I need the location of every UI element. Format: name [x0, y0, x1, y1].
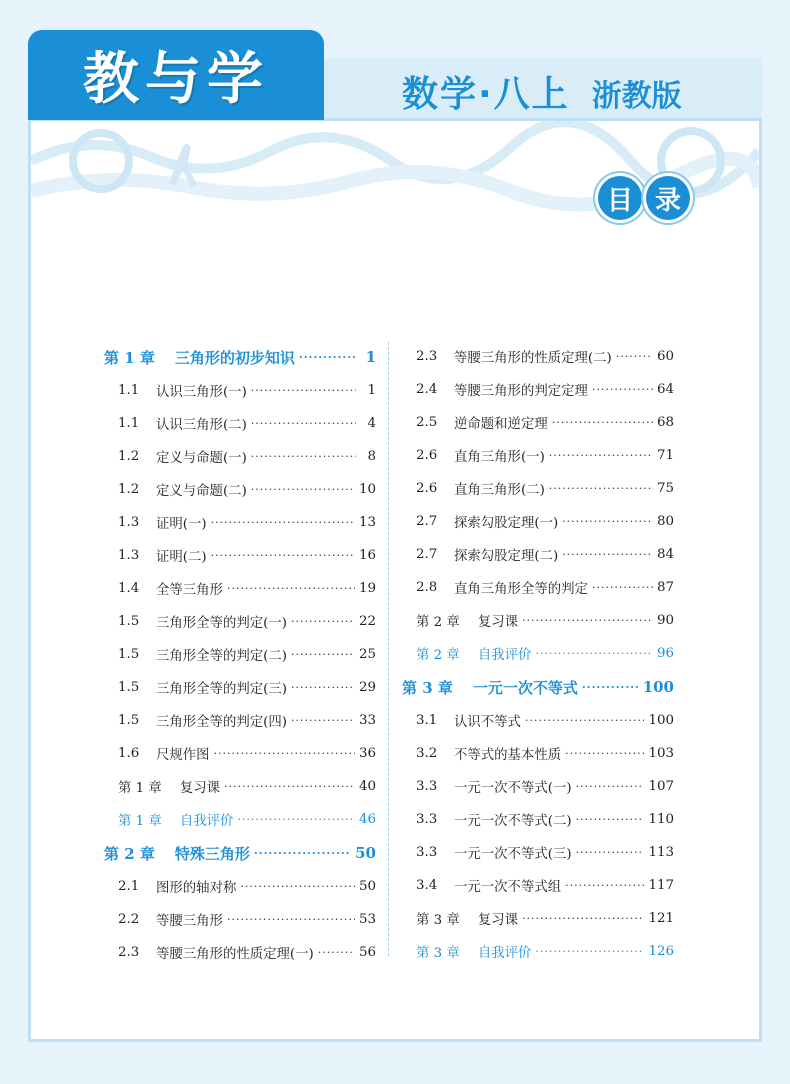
toc-entry-title: 全等三角形 [156, 583, 223, 598]
toc-entry-section[interactable] [402, 803, 674, 836]
toc-entry-chapter[interactable] [104, 836, 376, 870]
toc-entry-title: 复习课 [477, 615, 518, 630]
toc-entry-title: 等腰三角形的判定定理 [454, 384, 588, 399]
toc-entry-section[interactable] [402, 704, 674, 737]
toc-entry-section[interactable] [104, 704, 376, 737]
toc-entry-number: 1.6 [118, 746, 140, 761]
toc-entry-section[interactable] [402, 869, 674, 902]
toc-entry-number: 2.6 [416, 481, 438, 496]
toc-entry-number: 第 2 章 [416, 648, 460, 663]
toc-entry-page: 56 [358, 945, 376, 960]
toc-leader-dots [211, 549, 355, 562]
toc-heading [598, 176, 690, 220]
toc-entry-page: 103 [648, 746, 674, 761]
toc-leader-dots [224, 780, 355, 793]
toc-leader-dots [616, 350, 653, 363]
toc-entry-title: 定义与命题(一) [156, 451, 247, 466]
toc-leader-dots [291, 648, 355, 661]
toc-entry-number: 2.7 [416, 547, 438, 562]
toc-entry-number: 1.4 [118, 581, 140, 596]
toc-entry-page: 13 [358, 515, 376, 530]
toc-entry-page: 87 [656, 580, 674, 595]
toc-entry-page: 107 [648, 779, 674, 794]
toc-entry-section[interactable] [402, 538, 674, 571]
toc-entry-title: 不等式的基本性质 [454, 748, 562, 763]
toc-leader-dots [211, 516, 355, 529]
toc-entry-title: 一元一次不等式(二) [454, 814, 572, 829]
toc-entry-number: 2.1 [118, 879, 140, 894]
toc-entry-title: 三角形的初步知识 [174, 348, 295, 367]
toc-entry-section[interactable] [104, 473, 376, 506]
toc-column-right [402, 340, 674, 968]
toc-entry-section[interactable] [402, 571, 674, 604]
toc-entry-title: 直角三角形(一) [454, 450, 545, 465]
toc-entry-page: 46 [358, 812, 376, 827]
toc-entry-section[interactable] [104, 671, 376, 704]
toc-entry-number: 3.1 [416, 713, 438, 728]
toc-entry-title: 等腰三角形的性质定理(二) [454, 351, 612, 366]
toc-entry-page: 90 [656, 613, 674, 628]
toc-entry-section[interactable] [104, 638, 376, 671]
column-divider [388, 342, 389, 956]
toc-entry-title: 自我评价 [477, 946, 532, 961]
toc-entry-title: 证明(二) [156, 550, 207, 565]
toc-entry-chapter[interactable] [104, 340, 376, 374]
toc-entry-page: 36 [358, 746, 376, 761]
toc-leader-dots [576, 846, 645, 859]
toc-entry-title: 等腰三角形的性质定理(一) [156, 947, 314, 962]
toc-entry-title: 自我评价 [179, 814, 234, 829]
toc-entry-number: 第 1 章 [118, 781, 162, 796]
toc-entry-number: 2.6 [416, 448, 438, 463]
toc-entry-title: 三角形全等的判定(三) [156, 682, 287, 697]
toc-leader-dots [318, 946, 355, 959]
toc-entry-page: 29 [358, 680, 376, 695]
toc-leader-dots [582, 681, 639, 694]
toc-entry-section[interactable] [402, 505, 674, 538]
toc-entry-number: 第 3 章 [416, 913, 460, 928]
toc-leader-dots [552, 416, 653, 429]
toc-entry-title: 一元一次不等式组 [454, 880, 562, 895]
toc-entry-title: 证明(一) [156, 517, 207, 532]
toc-entry-section[interactable] [402, 406, 674, 439]
toc-entry-page: 1 [365, 348, 376, 366]
toc-leader-dots [525, 714, 644, 727]
toc-entry-page: 75 [656, 481, 674, 496]
toc-entry-title: 认识不等式 [454, 715, 521, 730]
toc-entry-section[interactable] [104, 870, 376, 903]
toc-leader-dots [251, 450, 356, 463]
toc-entry-review[interactable] [402, 902, 674, 935]
toc-entry-number: 1.5 [118, 614, 140, 629]
toc-entry-section[interactable] [104, 936, 376, 969]
toc-entry-title: 直角三角形(二) [454, 483, 545, 498]
toc-entry-number: 第 2 章 [104, 844, 155, 863]
toc-leader-dots [291, 681, 355, 694]
toc-entry-page: 126 [648, 944, 674, 959]
toc-leader-dots [522, 912, 644, 925]
toc-entry-title: 复习课 [477, 913, 518, 928]
toc-leader-dots [251, 384, 356, 397]
toc-entry-section[interactable] [402, 770, 674, 803]
toc-entry-page: 96 [656, 646, 674, 661]
toc-entry-title: 等腰三角形 [156, 914, 223, 929]
toc-entry-section[interactable] [104, 572, 376, 605]
toc-leader-dots [251, 483, 355, 496]
toc-entry-section[interactable] [104, 605, 376, 638]
toc-leader-dots [549, 482, 653, 495]
toc-entry-page: 100 [648, 713, 674, 728]
toc-entry-number: 2.5 [416, 415, 438, 430]
toc-entry-number: 3.3 [416, 845, 438, 860]
toc-entry-number: 2.8 [416, 580, 438, 595]
toc-entry-title: 三角形全等的判定(一) [156, 616, 287, 631]
toc-entry-section[interactable] [402, 439, 674, 472]
toc-entry-title: 认识三角形(一) [156, 385, 247, 400]
toc-entry-number: 2.2 [118, 912, 140, 927]
toc-leader-dots [299, 351, 356, 364]
toc-leader-dots [576, 780, 645, 793]
toc-entry-number: 第 1 章 [104, 348, 155, 367]
toc-entry-number: 第 3 章 [402, 678, 453, 697]
toc-entry-page: 60 [656, 349, 674, 364]
toc-entry-number: 第 2 章 [416, 615, 460, 630]
toc-entry-page: 110 [648, 812, 674, 827]
toc-entry-section[interactable] [402, 836, 674, 869]
toc-entry-title: 探索勾股定理(二) [454, 549, 559, 564]
toc-entry-title: 直角三角形全等的判定 [454, 582, 588, 597]
toc-entry-section[interactable] [402, 737, 674, 770]
toc-entry-page: 121 [648, 911, 674, 926]
toc-entry-page: 71 [656, 448, 674, 463]
toc-entry-title: 三角形全等的判定(四) [156, 715, 287, 730]
toc-leader-dots [592, 581, 653, 594]
toc-entry-page: 64 [656, 382, 674, 397]
toc-entry-section[interactable] [104, 506, 376, 539]
toc-leader-dots [227, 582, 355, 595]
toc-entry-number: 1.5 [118, 647, 140, 662]
toc-entry-page: 68 [656, 415, 674, 430]
toc-leader-dots [535, 647, 653, 660]
toc-entry-section[interactable] [104, 903, 376, 936]
toc-entry-chapter[interactable] [402, 670, 674, 704]
toc-entry-number: 1.2 [118, 449, 140, 464]
toc-entry-page: 1 [367, 383, 376, 398]
toc-entry-page: 4 [367, 416, 376, 431]
toc-entry-title: 逆命题和逆定理 [454, 417, 548, 432]
toc-entry-self[interactable] [402, 935, 674, 968]
toc-entry-section[interactable] [104, 737, 376, 770]
toc-entry-title: 一元一次不等式(三) [454, 847, 572, 862]
toc-leader-dots [562, 548, 653, 561]
toc-entry-page: 40 [358, 779, 376, 794]
toc-entry-number: 第 3 章 [416, 946, 460, 961]
toc-entry-section[interactable] [402, 340, 674, 373]
toc-entry-number: 1.1 [118, 383, 140, 398]
toc-entry-number: 1.3 [118, 548, 140, 563]
toc-entry-page: 8 [367, 449, 376, 464]
toc-leader-dots [549, 449, 653, 462]
toc-entry-title: 定义与命题(二) [156, 484, 247, 499]
toc-entry-number: 2.7 [416, 514, 438, 529]
toc-entry-number: 3.3 [416, 779, 438, 794]
toc-entry-review[interactable] [104, 770, 376, 803]
toc-entry-title: 图形的轴对称 [156, 881, 237, 896]
toc-entry-number: 1.2 [118, 482, 140, 497]
toc-leader-dots [522, 614, 653, 627]
toc-entry-self[interactable] [402, 637, 674, 670]
toc-entry-title: 自我评价 [477, 648, 532, 663]
toc-entry-page: 10 [358, 482, 376, 497]
toc-entry-page: 84 [656, 547, 674, 562]
toc-entry-title: 一元一次不等式(一) [454, 781, 572, 796]
toc-entry-section[interactable] [104, 374, 376, 407]
toc-entry-page: 19 [358, 581, 376, 596]
toc-leader-dots [254, 847, 351, 860]
subject-heading [402, 66, 682, 114]
toc-entry-number: 3.4 [416, 878, 438, 893]
toc-entry-section[interactable] [104, 407, 376, 440]
toc-entry-section[interactable] [402, 373, 674, 406]
toc-entry-title: 三角形全等的判定(二) [156, 649, 287, 664]
toc-entry-page: 50 [355, 844, 376, 862]
toc-entry-number: 3.2 [416, 746, 438, 761]
toc-entry-page: 16 [358, 548, 376, 563]
toc-entry-number: 1.3 [118, 515, 140, 530]
toc-entry-page: 22 [358, 614, 376, 629]
toc-leader-dots [576, 813, 645, 826]
toc-entry-number: 2.4 [416, 382, 438, 397]
toc-char-mu: 目 [598, 176, 642, 220]
toc-entry-number: 1.5 [118, 680, 140, 695]
toc-entry-page: 117 [648, 878, 674, 893]
toc-leader-dots [237, 813, 355, 826]
toc-entry-section[interactable] [104, 440, 376, 473]
toc-column-left [104, 340, 376, 969]
toc-entry-number: 3.3 [416, 812, 438, 827]
brand-title: 教与学 [83, 47, 269, 112]
toc-entry-page: 113 [648, 845, 674, 860]
toc-entry-page: 50 [358, 879, 376, 894]
toc-entry-number: 2.3 [416, 349, 438, 364]
toc-leader-dots [565, 879, 644, 892]
toc-leader-dots [535, 945, 644, 958]
toc-entry-number: 2.3 [118, 945, 140, 960]
toc-entry-title: 尺规作图 [156, 748, 210, 763]
toc-leader-dots [592, 383, 653, 396]
toc-entry-number: 1.1 [118, 416, 140, 431]
toc-entry-title: 复习课 [179, 781, 220, 796]
toc-entry-title: 特殊三角形 [174, 844, 250, 863]
toc-entry-page: 33 [358, 713, 376, 728]
toc-entry-self[interactable] [104, 803, 376, 836]
toc-entry-title: 认识三角形(二) [156, 418, 247, 433]
toc-entry-section[interactable] [402, 472, 674, 505]
toc-entry-section[interactable] [104, 539, 376, 572]
toc-entry-page: 53 [358, 912, 376, 927]
toc-entry-number: 第 1 章 [118, 814, 162, 829]
toc-leader-dots [562, 515, 653, 528]
toc-entry-number: 1.5 [118, 713, 140, 728]
edition-label: 浙教版 [591, 79, 682, 114]
toc-leader-dots [214, 747, 355, 760]
toc-entry-page: 80 [656, 514, 674, 529]
subject-title: 数学·八上 [402, 74, 570, 115]
toc-entry-page: 25 [358, 647, 376, 662]
toc-entry-page: 100 [642, 678, 674, 696]
toc-entry-title: 一元一次不等式 [472, 678, 578, 697]
toc-leader-dots [291, 714, 355, 727]
toc-leader-dots [227, 913, 355, 926]
toc-leader-dots [240, 880, 355, 893]
toc-entry-title: 探索勾股定理(一) [454, 516, 559, 531]
toc-leader-dots [291, 615, 355, 628]
toc-leader-dots [251, 417, 356, 430]
toc-entry-review[interactable] [402, 604, 674, 637]
toc-leader-dots [565, 747, 644, 760]
toc-char-lu: 录 [646, 176, 690, 220]
